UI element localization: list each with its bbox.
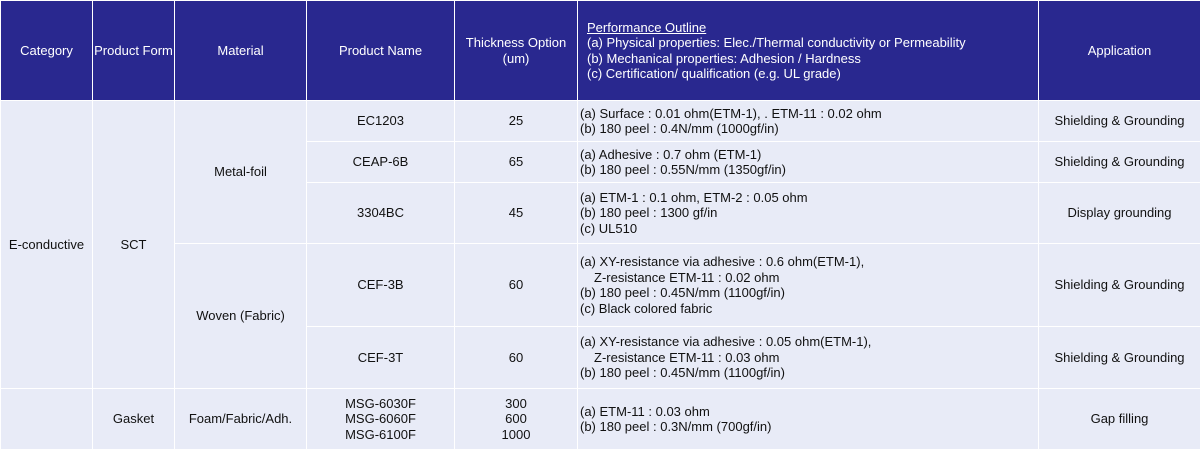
category-cell: E-conductive bbox=[1, 101, 93, 389]
performance-line: (b) 180 peel : 0.4N/mm (1000gf/in) bbox=[580, 121, 1038, 137]
performance-line: (b) 180 peel : 1300 gf/in bbox=[580, 205, 1038, 221]
product-name-cell: EC1203 bbox=[307, 101, 455, 142]
performance-cell bbox=[578, 101, 1039, 142]
header-thickness-line2: (um) bbox=[455, 51, 577, 67]
thickness-line: 1000 bbox=[455, 427, 577, 443]
thickness-cell: 25 bbox=[455, 101, 578, 142]
performance-line: (a) Adhesive : 0.7 ohm (ETM-1) bbox=[580, 147, 1038, 163]
product-name-cell: 3304BC bbox=[307, 183, 455, 244]
header-thickness bbox=[455, 1, 578, 101]
header-row bbox=[1, 1, 1200, 101]
performance-line: (a) XY-resistance via adhesive : 0.6 ohm(ETM-1), bbox=[580, 254, 1038, 270]
performance-line: (b) 180 peel : 0.45N/mm (1100gf/in) bbox=[580, 285, 1038, 301]
application-cell: Shielding & Grounding bbox=[1039, 327, 1200, 389]
product-form-cell: SCT bbox=[93, 101, 175, 389]
table-row bbox=[1, 244, 1200, 327]
category-cell bbox=[1, 389, 93, 450]
application-cell: Shielding & Grounding bbox=[1039, 244, 1200, 327]
header-application: Application bbox=[1039, 1, 1200, 101]
performance-line: (a) ETM-1 : 0.1 ohm, ETM-2 : 0.05 ohm bbox=[580, 190, 1038, 206]
application-cell: Gap filling bbox=[1039, 389, 1200, 450]
performance-line: (a) Surface : 0.01 ohm(ETM-1), . ETM-11 : 0.02 ohm bbox=[580, 106, 1038, 122]
thickness-cell: 60 bbox=[455, 327, 578, 389]
application-cell: Shielding & Grounding bbox=[1039, 142, 1200, 183]
header-product-form: Product Form bbox=[93, 1, 175, 101]
header-thickness-line1: Thickness Option bbox=[455, 35, 577, 51]
thickness-line: 600 bbox=[455, 411, 577, 427]
performance-line: (b) 180 peel : 0.55N/mm (1350gf/in) bbox=[580, 162, 1038, 178]
material-cell: Woven (Fabric) bbox=[175, 244, 307, 389]
thickness-line: 300 bbox=[455, 396, 577, 412]
header-category: Category bbox=[1, 1, 93, 101]
product-name-cell: CEF-3T bbox=[307, 327, 455, 389]
application-cell: Shielding & Grounding bbox=[1039, 101, 1200, 142]
header-performance-line-b: (b) Mechanical properties: Adhesion / Hardness bbox=[587, 51, 1038, 67]
product-name-line: MSG-6060F bbox=[307, 411, 454, 427]
product-name-line: MSG-6030F bbox=[307, 396, 454, 412]
thickness-cell bbox=[455, 389, 578, 450]
product-name-line: MSG-6100F bbox=[307, 427, 454, 443]
product-name-cell bbox=[307, 389, 455, 450]
performance-line: (c) Black colored fabric bbox=[580, 301, 1038, 317]
header-performance-title: Performance Outline bbox=[587, 20, 1038, 36]
header-product-name: Product Name bbox=[307, 1, 455, 101]
material-cell: Foam/Fabric/Adh. bbox=[175, 389, 307, 450]
performance-line: (b) 180 peel : 0.3N/mm (700gf/in) bbox=[580, 419, 1038, 435]
performance-line: (b) 180 peel : 0.45N/mm (1100gf/in) bbox=[580, 365, 1038, 381]
table-row bbox=[1, 389, 1200, 450]
thickness-cell: 45 bbox=[455, 183, 578, 244]
product-name-cell: CEF-3B bbox=[307, 244, 455, 327]
application-cell: Display grounding bbox=[1039, 183, 1200, 244]
thickness-cell: 65 bbox=[455, 142, 578, 183]
header-material: Material bbox=[175, 1, 307, 101]
header-performance bbox=[578, 1, 1039, 101]
performance-line: (a) XY-resistance via adhesive : 0.05 ohm(ETM-1), bbox=[580, 334, 1038, 350]
performance-cell bbox=[578, 244, 1039, 327]
product-form-cell: Gasket bbox=[93, 389, 175, 450]
material-cell: Metal-foil bbox=[175, 101, 307, 244]
performance-line: Z-resistance ETM-11 : 0.03 ohm bbox=[580, 350, 1038, 366]
performance-cell bbox=[578, 327, 1039, 389]
performance-cell bbox=[578, 389, 1039, 450]
performance-cell bbox=[578, 183, 1039, 244]
performance-cell bbox=[578, 142, 1039, 183]
thickness-cell: 60 bbox=[455, 244, 578, 327]
performance-line: Z-resistance ETM-11 : 0.02 ohm bbox=[580, 270, 1038, 286]
header-performance-line-c: (c) Certification/ qualification (e.g. UL grade) bbox=[587, 66, 1038, 82]
performance-line: (a) ETM-11 : 0.03 ohm bbox=[580, 404, 1038, 420]
table-row bbox=[1, 101, 1200, 142]
product-name-cell: CEAP-6B bbox=[307, 142, 455, 183]
performance-line: (c) UL510 bbox=[580, 221, 1038, 237]
header-performance-line-a: (a) Physical properties: Elec./Thermal conductivity or Permeability bbox=[587, 35, 1038, 51]
